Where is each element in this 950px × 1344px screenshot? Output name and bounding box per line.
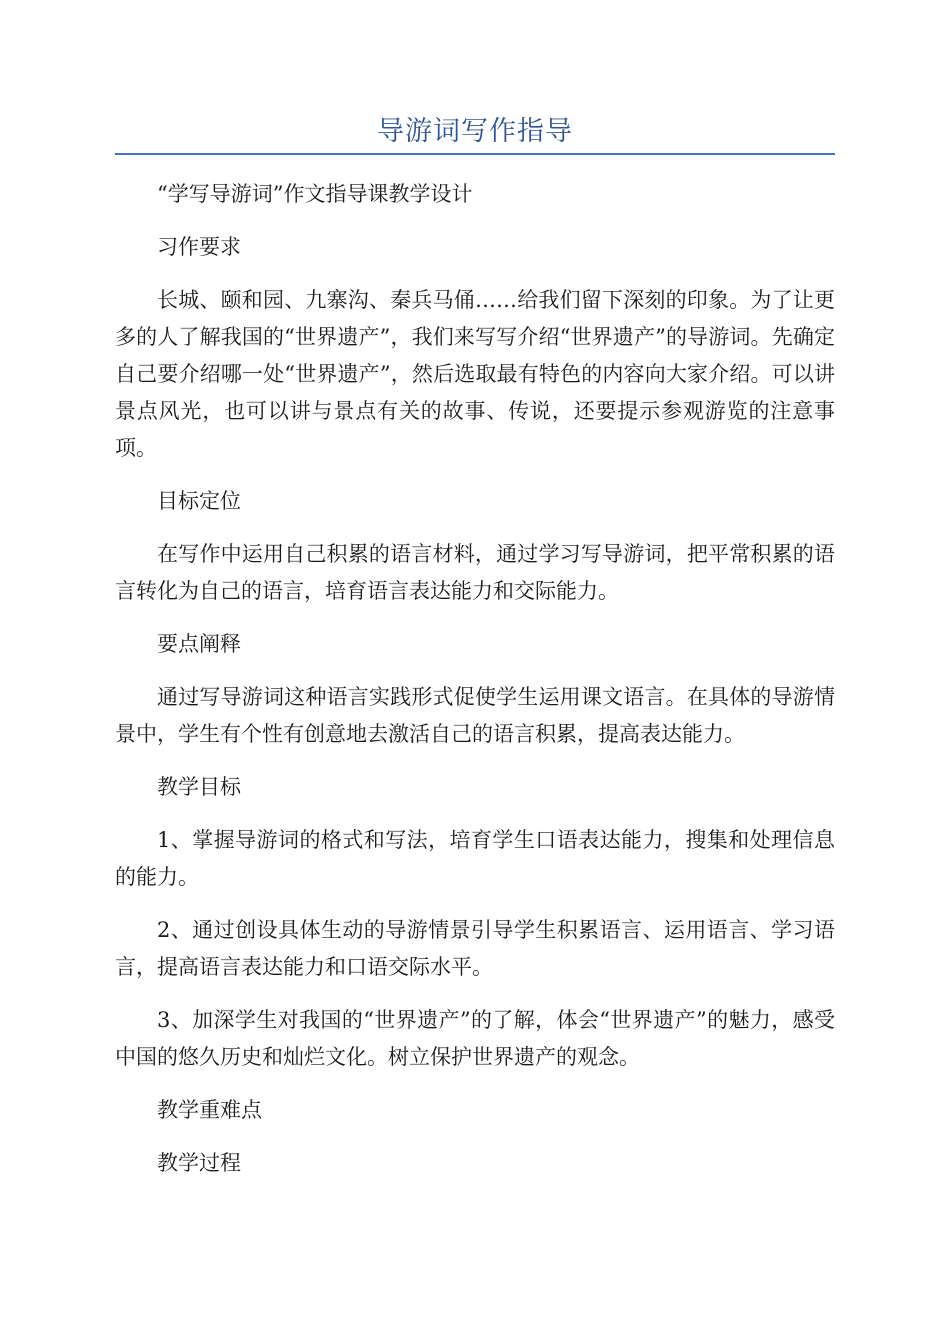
section-heading-writing-requirements: 习作要求 (157, 235, 241, 259)
objective-item-2: 2、通过创设具体生动的导游情景引导学生积累语言、运用语言、学习语言，提高语言表达能力和口语交际水平。 (115, 918, 835, 979)
section-heading-key-points: 要点阐释 (157, 632, 241, 656)
section-heading-teaching-process: 教学过程 (157, 1151, 241, 1175)
objective-item-3: 3、加深学生对我国的“世界遗产”的了解，体会“世界遗产”的魅力，感受中国的悠久历史和灿烂文化。树立保护世界遗产的观念。 (115, 1008, 835, 1069)
section-heading-teaching-objectives: 教学目标 (157, 775, 241, 799)
document-body (115, 176, 835, 1198)
document-title: 导游词写作指导 (377, 116, 573, 147)
section-heading-key-difficulties: 教学重难点 (157, 1098, 262, 1122)
section-heading-goal-positioning: 目标定位 (157, 489, 241, 513)
objective-item-1: 1、掌握导游词的格式和写法，培育学生口语表达能力，搜集和处理信息的能力。 (115, 828, 835, 889)
lesson-design-heading: “学写导游词”作文指导课教学设计 (157, 182, 473, 206)
writing-requirements-paragraph: 长城、颐和园、九寨沟、秦兵马俑……给我们留下深刻的印象。为了让更多的人了解我国的“世界遗产”，我们来写写介绍“世界遗产”的导游词。先确定自己要介绍哪一处“世界遗产”，然后选取最有特色的内容向大家介绍。可以讲景点风光，也可以讲与景点有关的故事、传说，还要提示参观游览的注意事项。 (115, 288, 835, 460)
key-points-paragraph: 通过写导游词这种语言实践形式促使学生运用课文语言。在具体的导游情景中，学生有个性有创意地去激活自己的语言积累，提高表达能力。 (115, 685, 835, 746)
goal-positioning-paragraph: 在写作中运用自己积累的语言材料，通过学习写导游词，把平常积累的语言转化为自己的语言，培育语言表达能力和交际能力。 (115, 542, 835, 603)
title-underline (115, 153, 835, 155)
